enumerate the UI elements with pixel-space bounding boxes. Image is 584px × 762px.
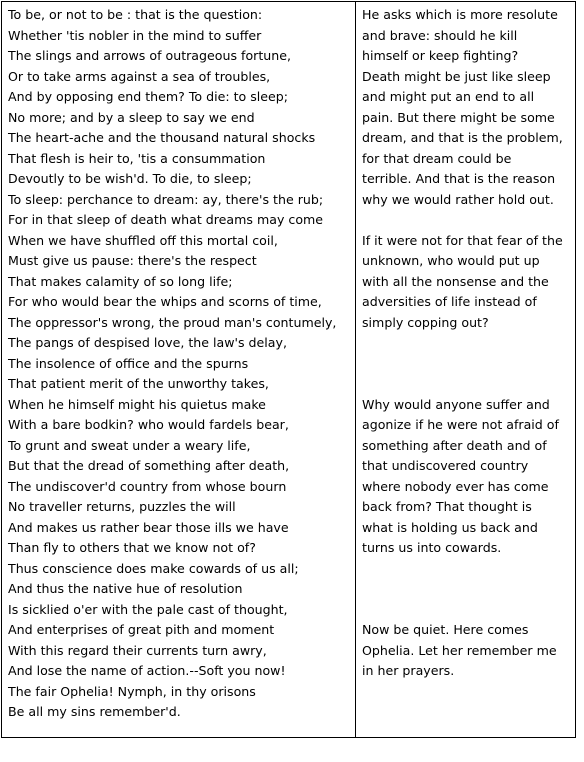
soliloquy-line: No more; and by a sleep to say we end bbox=[8, 109, 255, 125]
paraphrase-line: If it were not for that fear of the bbox=[362, 232, 563, 248]
paraphrase-line: Now be quiet. Here comes bbox=[362, 622, 529, 637]
paraphrase-column bbox=[362, 5, 574, 682]
soliloquy-line: And lose the name of action.--Soft you now! bbox=[8, 663, 286, 678]
paraphrase-line: that undiscovered country bbox=[362, 458, 529, 473]
paraphrase-line bbox=[362, 354, 574, 375]
soliloquy-line: The insolence of office and the spurns bbox=[8, 355, 249, 371]
soliloquy-line: To sleep: perchance to dream: ay, there's the rub; bbox=[8, 191, 324, 207]
soliloquy-line: No traveller returns, puzzles the will bbox=[8, 499, 236, 514]
paraphrase-line: and might put an end to all bbox=[362, 89, 535, 104]
paraphrase-line bbox=[362, 600, 574, 621]
soliloquy-line: Must give us pause: there's the respect bbox=[8, 253, 257, 268]
paraphrase-line: what is holding us back and bbox=[362, 519, 538, 535]
paraphrase-line bbox=[362, 579, 574, 600]
soliloquy-column bbox=[8, 5, 353, 723]
paraphrase-line: in her prayers. bbox=[362, 663, 455, 678]
soliloquy-line: And by opposing end them? To die: to sleep; bbox=[8, 89, 289, 104]
soliloquy-line: Than fly to others that we know not of? bbox=[8, 540, 256, 555]
paraphrase-line: with all the nonsense and the bbox=[362, 273, 549, 289]
paraphrase-line: turns us into cowards. bbox=[362, 540, 502, 555]
soliloquy-line: For who would bear the whips and scorns of time, bbox=[8, 294, 322, 309]
soliloquy-line: The oppressor's wrong, the proud man's contumely, bbox=[8, 314, 337, 330]
paraphrase-line: unknown, who would put up bbox=[362, 253, 540, 268]
soliloquy-line: To be, or not to be : that is the question: bbox=[8, 7, 263, 22]
soliloquy-line: The pangs of despised love, the law's delay, bbox=[8, 335, 287, 350]
paraphrase-line: terrible. And that is the reason bbox=[362, 171, 556, 186]
paraphrase-line: himself or keep fighting? bbox=[362, 48, 519, 63]
soliloquy-line: Be all my sins remember'd. bbox=[8, 704, 181, 719]
paraphrase-line: something after death and of bbox=[362, 437, 547, 453]
soliloquy-line: Whether 'tis nobler in the mind to suffer bbox=[8, 27, 262, 43]
soliloquy-line: And makes us rather bear those ills we have bbox=[8, 519, 289, 535]
paraphrase-line: and brave: should he kill bbox=[362, 27, 518, 43]
soliloquy-line: That patient merit of the unworthy takes, bbox=[8, 376, 269, 391]
soliloquy-line: Devoutly to be wish'd. To die, to sleep; bbox=[8, 171, 252, 186]
soliloquy-line: The heart-ache and the thousand natural shocks bbox=[8, 130, 316, 145]
soliloquy-line: When he himself might his quietus make bbox=[8, 396, 266, 412]
paraphrase-line bbox=[362, 333, 574, 354]
paraphrase-line bbox=[362, 374, 574, 395]
paraphrase-line: Ophelia. Let her remember me bbox=[362, 642, 557, 658]
soliloquy-line: With this regard their currents turn awry, bbox=[8, 642, 267, 658]
soliloquy-line: Is sicklied o'er with the pale cast of thought, bbox=[8, 601, 288, 617]
paraphrase-line: simply copping out? bbox=[362, 314, 489, 330]
soliloquy-line: The undiscover'd country from whose bourn bbox=[8, 478, 287, 494]
paraphrase-line bbox=[362, 559, 574, 580]
soliloquy-line: For in that sleep of death what dreams may come bbox=[8, 212, 324, 227]
paraphrase-line: where nobody ever has come bbox=[362, 478, 549, 494]
soliloquy-line: The slings and arrows of outrageous fortune, bbox=[8, 48, 291, 63]
paraphrase-line bbox=[362, 210, 574, 231]
paraphrase-line: He asks which is more resolute bbox=[362, 7, 558, 22]
soliloquy-line: That flesh is heir to, 'tis a consummation bbox=[8, 150, 266, 166]
paraphrase-line: for that dream could be bbox=[362, 150, 512, 166]
soliloquy-line: When we have shuffled off this mortal coil, bbox=[8, 232, 278, 248]
paraphrase-line: adversities of life instead of bbox=[362, 294, 537, 309]
soliloquy-line: The fair Ophelia! Nymph, in thy orisons bbox=[8, 683, 256, 699]
soliloquy-line: With a bare bodkin? who would fardels bear, bbox=[8, 417, 289, 432]
soliloquy-line: To grunt and sweat under a weary life, bbox=[8, 437, 251, 453]
soliloquy-line: Thus conscience does make cowards of us all; bbox=[8, 560, 299, 576]
paraphrase-line: agonize if he were not afraid of bbox=[362, 417, 559, 432]
paraphrase-line: dream, and that is the problem, bbox=[362, 130, 563, 145]
paraphrase-line: Why would anyone suffer and bbox=[362, 396, 550, 412]
soliloquy-line: And thus the native hue of resolution bbox=[8, 581, 243, 596]
soliloquy-line: Or to take arms against a sea of troubles, bbox=[8, 68, 271, 84]
column-divider bbox=[355, 1, 356, 738]
paraphrase-line: Death might be just like sleep bbox=[362, 68, 551, 84]
soliloquy-line: And enterprises of great pith and moment bbox=[8, 622, 275, 637]
soliloquy-line: But that the dread of something after death, bbox=[8, 458, 290, 473]
paraphrase-line: why we would rather hold out. bbox=[362, 191, 554, 207]
paraphrase-line: back from? That thought is bbox=[362, 499, 532, 514]
paraphrase-line: pain. But there might be some bbox=[362, 109, 555, 125]
soliloquy-line: That makes calamity of so long life; bbox=[8, 273, 233, 289]
